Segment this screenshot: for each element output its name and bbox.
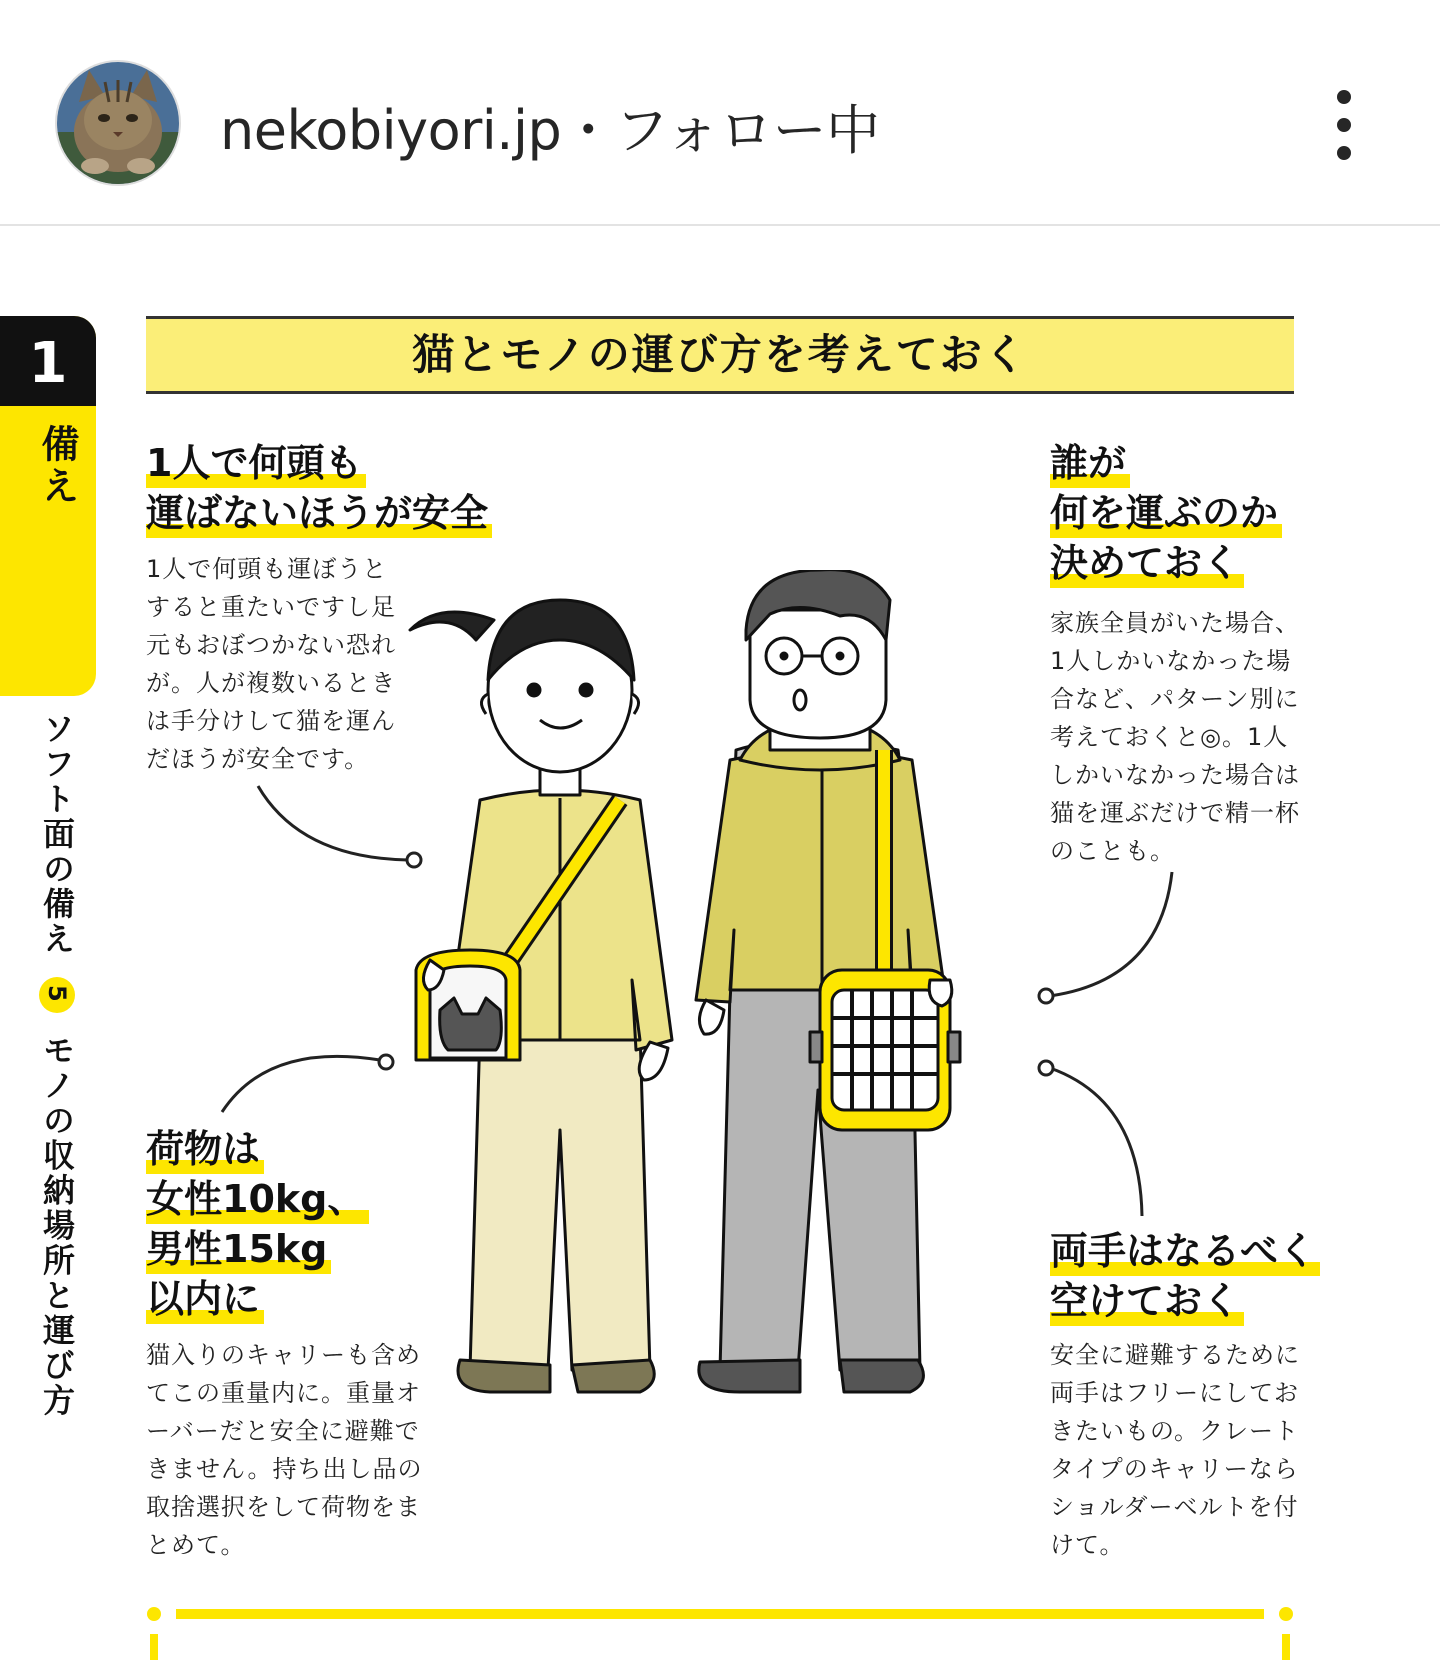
section-title-line: 両手はなるべく xyxy=(1050,1226,1320,1276)
body-line: 合など、パターン別に xyxy=(1050,685,1300,713)
chapter-number: 1 xyxy=(0,316,96,406)
caption-before: ソフト面の備え xyxy=(38,712,76,957)
body-line: は手分けして猫を運ん xyxy=(146,707,396,735)
body-line: 元もおぼつかない恐れ xyxy=(146,631,396,659)
account-line xyxy=(220,88,880,165)
body-line: 安全に避難するために xyxy=(1050,1341,1300,1369)
body-line: とめて。 xyxy=(146,1531,246,1559)
section-title-line: 空けておく xyxy=(1050,1276,1244,1326)
body-line: タイプのキャリーなら xyxy=(1050,1455,1299,1483)
section-body-2 xyxy=(1050,604,1300,870)
body-line: けて。 xyxy=(1050,1531,1125,1559)
follow-status[interactable]: フォロー中 xyxy=(614,99,880,162)
section-title-line: 運ばないほうが安全 xyxy=(146,488,492,538)
chapter-caption xyxy=(34,712,80,1418)
body-line: だほうが安全です。 xyxy=(146,745,370,773)
section-title-line: 荷物は xyxy=(146,1124,264,1174)
body-line: すると重たいですし足 xyxy=(146,593,396,621)
body-line: 家族全員がいた場合、 xyxy=(1050,609,1300,637)
body-line: が。人が複数いるとき xyxy=(146,669,396,697)
body-line: 考えておくと◎。1人 xyxy=(1050,723,1289,751)
body-line: のことも。 xyxy=(1050,837,1175,865)
body-line: きません。持ち出し品の xyxy=(146,1455,423,1483)
body-line: きたいもの。クレート xyxy=(1050,1417,1300,1445)
section-title-line: 誰が xyxy=(1050,438,1130,488)
section-body-3 xyxy=(146,1336,422,1564)
page-title: 猫とモノの運び方を考えておく xyxy=(412,330,1028,379)
section-body-4 xyxy=(1050,1336,1300,1564)
section-title-line: 以内に xyxy=(146,1274,264,1324)
section-title-line: 女性10kg、 xyxy=(146,1174,369,1224)
next-panel-border xyxy=(146,1600,1294,1660)
caption-number-badge: 5 xyxy=(39,977,75,1013)
separator: ・ xyxy=(561,99,615,162)
illustration-two-people-with-cat-carriers xyxy=(400,570,1020,1420)
chapter-tab xyxy=(0,316,96,696)
section-title-line: 1人で何頭も xyxy=(146,438,366,488)
profile-avatar[interactable] xyxy=(55,60,181,186)
body-line: 1人で何頭も運ぼうと xyxy=(146,555,388,583)
body-line: 両手はフリーにしてお xyxy=(1050,1379,1300,1407)
body-line: 猫を運ぶだけで精一杯 xyxy=(1050,799,1300,827)
body-line: 取捨選択をして荷物をま xyxy=(146,1493,421,1521)
section-body-1 xyxy=(146,550,396,778)
section-title-line: 何を運ぶのか xyxy=(1050,488,1282,538)
body-line: てこの重量内に。重量オ xyxy=(146,1379,421,1407)
section-title-4 xyxy=(1050,1226,1320,1326)
man-figure xyxy=(696,570,960,1392)
section-title-3 xyxy=(146,1124,369,1324)
banner xyxy=(146,316,1294,394)
body-line: しかいなかった場合は xyxy=(1050,761,1300,789)
body-line: 猫入りのキャリーも含め xyxy=(146,1341,421,1369)
caption-after: モノの収納場所と運び方 xyxy=(38,1033,76,1419)
chapter-label: 備え xyxy=(35,424,79,508)
more-options-button[interactable] xyxy=(1320,84,1368,164)
woman-figure xyxy=(410,600,672,1392)
body-line: ーバーだと安全に避難で xyxy=(146,1417,420,1445)
section-title-line: 男性15kg xyxy=(146,1224,331,1274)
cat-avatar-icon xyxy=(57,62,179,184)
section-title-1 xyxy=(146,438,492,538)
post-header xyxy=(0,0,1440,226)
section-title-line: 決めておく xyxy=(1050,538,1244,588)
body-line: 1人しかいなかった場 xyxy=(1050,647,1292,675)
account-name[interactable]: nekobiyori.jp xyxy=(220,99,562,162)
body-line: ショルダーベルトを付 xyxy=(1050,1493,1299,1521)
section-title-2 xyxy=(1050,438,1282,588)
